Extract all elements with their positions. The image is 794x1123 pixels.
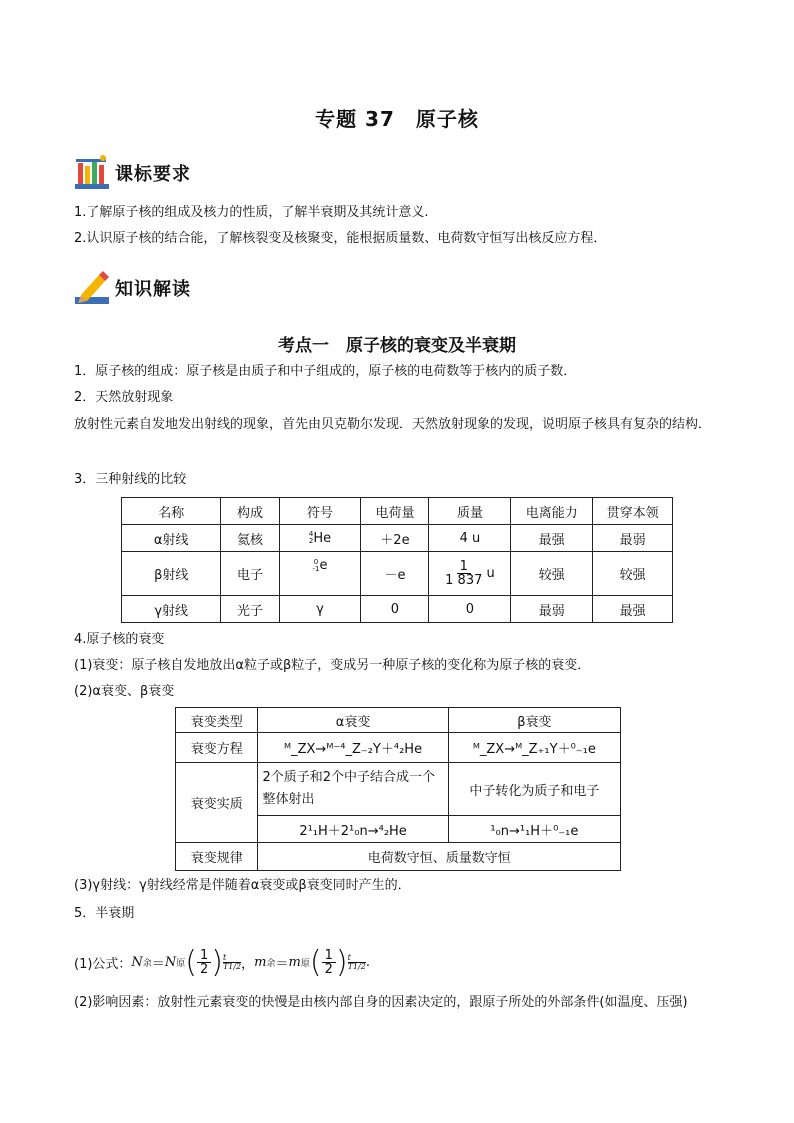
left-paren: ( bbox=[185, 944, 197, 980]
pencil-ruler-icon bbox=[73, 269, 111, 307]
decay-table bbox=[175, 707, 621, 871]
mass-unit: u bbox=[486, 566, 495, 581]
banner-label: 课标要求 bbox=[115, 164, 191, 185]
paragraph-decay-definition: (1)衰变：原子核自发地放出α粒子或β粒子，变成另一种原子核的变化称为原子核的衰变． bbox=[74, 658, 591, 673]
formula-end: . bbox=[365, 954, 370, 970]
table-header: α衰变 bbox=[258, 708, 448, 733]
fraction-denominator: 2 bbox=[199, 961, 209, 977]
formula-equals: ＝ bbox=[275, 956, 289, 972]
heading-rays: 3．三种射线的比较 bbox=[74, 472, 187, 487]
fraction-numerator: 1 bbox=[322, 949, 336, 963]
table-row bbox=[122, 596, 673, 623]
cell-name: β射线 bbox=[122, 552, 221, 596]
cell-penetration: 最弱 bbox=[593, 525, 673, 552]
exponent-denominator: T1/2 bbox=[222, 961, 242, 971]
paragraph-gamma: (3)γ射线：γ射线经常是伴随着α衰变或β衰变同时产生的． bbox=[74, 878, 411, 893]
banner-label: 知识解读 bbox=[115, 279, 191, 300]
requirement-2: 2.认识原子核的结合能，了解核裂变及核聚变，能根据质量数、电荷数守恒写出核反应方程． bbox=[74, 231, 607, 246]
table-header: 符号 bbox=[279, 498, 361, 525]
table-row bbox=[176, 733, 621, 763]
table-header-row bbox=[122, 498, 673, 525]
formula-N: N bbox=[164, 954, 177, 970]
rays-table bbox=[121, 497, 673, 623]
exponent-denominator: T1/2 bbox=[347, 961, 366, 971]
table-header: 电离能力 bbox=[511, 498, 593, 525]
table-row bbox=[122, 525, 673, 552]
paragraph-composition: 1．原子核的组成：原子核是由质子和中子组成的，原子核的电荷数等于核内的质子数． bbox=[74, 364, 577, 379]
row-label: 衰变方程 bbox=[176, 733, 258, 763]
formula-label: (1)公式： bbox=[74, 956, 132, 972]
right-paren: ) bbox=[211, 944, 223, 980]
formula-separator: ， bbox=[241, 956, 255, 972]
formula-sub-original: 原 bbox=[176, 958, 186, 969]
cell-ionization: 较强 bbox=[511, 552, 593, 596]
exponent-numerator: t bbox=[348, 954, 366, 963]
cell-symbol bbox=[279, 525, 361, 552]
half-life-formula bbox=[74, 940, 370, 984]
beta-equation: ᴹ_ZX→ᴹ_Z₊₁Y＋⁰₋₁e bbox=[448, 733, 620, 763]
alpha-equation: ᴹ_ZX→ᴹ⁻⁴_Z₋₂Y＋⁴₂He bbox=[258, 733, 448, 763]
formula-m: m bbox=[254, 954, 267, 970]
cell-charge: 0 bbox=[361, 596, 429, 623]
table-header-row bbox=[176, 708, 621, 733]
flask-books-icon bbox=[73, 154, 111, 192]
fraction-denominator: 2 bbox=[324, 961, 333, 977]
half-fraction bbox=[322, 949, 336, 976]
heading-half-life: 5．半衰期 bbox=[74, 906, 135, 921]
formula-sub-remaining: 余 bbox=[266, 958, 276, 969]
cell-composition: 氦核 bbox=[221, 525, 279, 552]
banner-requirements bbox=[73, 153, 191, 193]
banner-knowledge bbox=[73, 268, 191, 308]
formula-m: m bbox=[288, 954, 301, 970]
cell-composition: 电子 bbox=[221, 552, 279, 596]
formula-N: N bbox=[131, 954, 143, 970]
formula-sub-remaining: 余 bbox=[142, 958, 152, 969]
table-header: 电荷量 bbox=[361, 498, 429, 525]
table-header: 构成 bbox=[221, 498, 279, 525]
cell-ionization: 最强 bbox=[511, 525, 593, 552]
cell-name: α射线 bbox=[122, 525, 221, 552]
table-row bbox=[122, 552, 673, 596]
exponent-numerator: t bbox=[223, 954, 241, 963]
table-row bbox=[176, 843, 621, 871]
page-title: 专题 37 原子核 bbox=[315, 107, 479, 131]
table-header: 贯穿本领 bbox=[593, 498, 673, 525]
cell-symbol: γ bbox=[279, 596, 361, 623]
cell-mass: 0 bbox=[429, 596, 511, 623]
formula-equals: ＝ bbox=[151, 956, 165, 972]
cell-name: γ射线 bbox=[122, 596, 221, 623]
right-paren: ) bbox=[335, 944, 348, 980]
alpha-essence-equation: 2¹₁H＋2¹₀n→⁴₂He bbox=[258, 816, 448, 843]
fraction-numerator: 1 bbox=[197, 949, 211, 963]
symbol-mass-number: 4 bbox=[308, 530, 314, 538]
table-header: 衰变类型 bbox=[176, 708, 258, 733]
paragraph-factors: (2)影响因素：放射性元素衰变的快慢是由核内部自身的因素决定的，跟原子所处的外部条件(如温度、压强) bbox=[74, 995, 688, 1010]
heading-alpha-beta: (2)α衰变、β衰变 bbox=[74, 684, 175, 699]
formula-sub-original: 原 bbox=[300, 958, 310, 969]
symbol-mass-number: 0 bbox=[313, 557, 319, 566]
exponent bbox=[223, 954, 241, 971]
heading-decay: 4.原子核的衰变 bbox=[74, 632, 165, 647]
cell-penetration: 较强 bbox=[593, 552, 673, 596]
exponent bbox=[348, 954, 366, 971]
symbol-charge-number: 2 bbox=[308, 537, 314, 545]
cell-symbol bbox=[279, 552, 361, 596]
cell-mass: 4 u bbox=[429, 525, 511, 552]
cell-charge: －e bbox=[361, 552, 429, 596]
table-header: β衰变 bbox=[448, 708, 620, 733]
symbol-text: e bbox=[319, 558, 328, 573]
section-title: 考点一 原子核的衰变及半衰期 bbox=[278, 336, 516, 356]
requirement-1: 1.了解原子核的组成及核力的性质，了解半衰期及其统计意义. bbox=[74, 205, 429, 220]
symbol-text: He bbox=[313, 530, 332, 546]
row-label: 衰变实质 bbox=[176, 763, 258, 843]
table-header: 质量 bbox=[429, 498, 511, 525]
left-paren: ( bbox=[309, 944, 322, 980]
cell-ionization: 最弱 bbox=[511, 596, 593, 623]
fraction-denominator: 1 837 bbox=[445, 573, 483, 588]
cell-charge: ＋2e bbox=[361, 525, 429, 552]
heading-radioactivity: 2．天然放射现象 bbox=[74, 390, 174, 405]
fraction-numerator: 1 bbox=[457, 560, 471, 574]
mass-fraction bbox=[445, 560, 482, 587]
table-header: 名称 bbox=[122, 498, 221, 525]
symbol-charge-number: -1 bbox=[312, 564, 320, 573]
row-label: 衰变规律 bbox=[176, 843, 258, 871]
alpha-essence: 2个质子和2个中子结合成一个整体射出 bbox=[258, 763, 448, 816]
beta-essence: 中子转化为质子和电子 bbox=[448, 763, 620, 816]
beta-essence-equation: ¹₀n→¹₁H＋⁰₋₁e bbox=[448, 816, 620, 843]
table-row bbox=[176, 763, 621, 816]
cell-composition: 光子 bbox=[221, 596, 279, 623]
cell-penetration: 最强 bbox=[593, 596, 673, 623]
half-fraction bbox=[197, 949, 211, 976]
paragraph-radioactivity: 放射性元素自发地发出射线的现象，首先由贝克勒尔发现．天然放射现象的发现，说明原子核具有复杂的结构． bbox=[74, 417, 712, 432]
cell-mass bbox=[429, 552, 511, 596]
decay-rule: 电荷数守恒、质量数守恒 bbox=[258, 843, 621, 871]
